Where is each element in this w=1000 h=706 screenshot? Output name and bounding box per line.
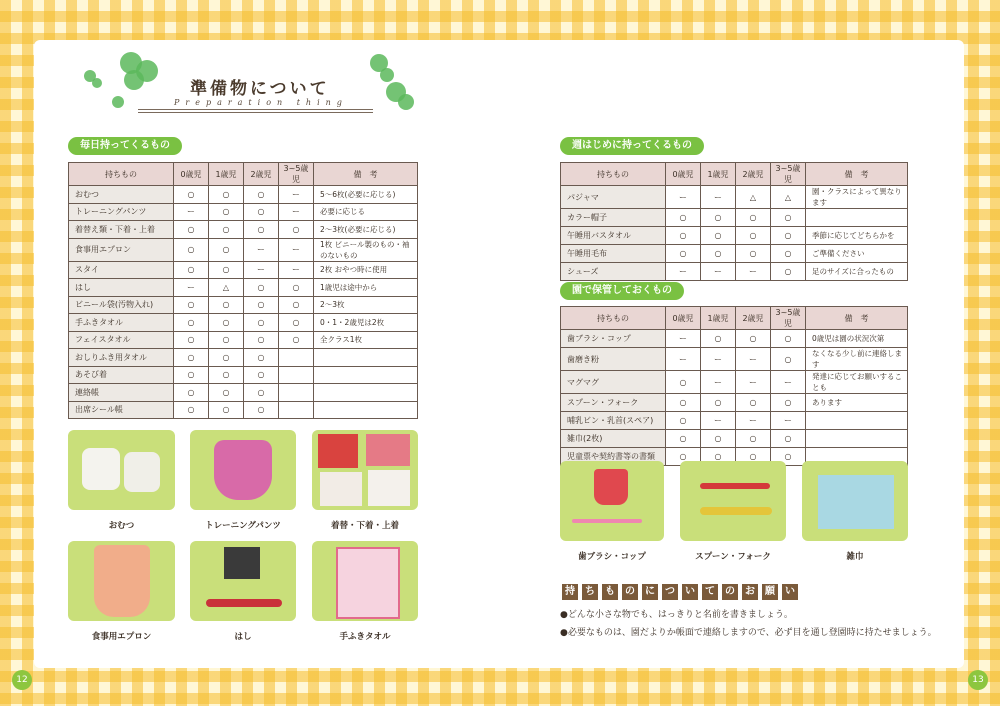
- clothes-shape: [320, 472, 362, 506]
- column-header: 備 考: [314, 163, 418, 186]
- mark-cell: ○: [209, 349, 244, 367]
- item-name-cell: はし: [69, 279, 174, 297]
- request-heading-char: て: [702, 584, 718, 600]
- note-cell: 5～6枚(必要に応じる): [314, 186, 418, 204]
- request-bullet-1: ●どんな小さな物でも、はっきりと名前を書きましょう。: [560, 610, 793, 620]
- note-cell: [314, 349, 418, 367]
- rag-shape: [818, 475, 894, 529]
- request-heading-char: つ: [662, 584, 678, 600]
- request-heading-char: も: [602, 584, 618, 600]
- table-row: [561, 330, 908, 348]
- mark-cell: ー: [736, 263, 771, 281]
- diaper-shape: [82, 448, 120, 490]
- mark-cell: ○: [174, 221, 209, 239]
- note-cell: 足のサイズに合ったもの: [806, 263, 908, 281]
- column-header: 3~5歳児: [771, 163, 806, 186]
- fork-shape: [700, 483, 770, 489]
- table-row: [69, 203, 418, 221]
- table-row: [69, 279, 418, 297]
- mark-cell: ○: [244, 349, 279, 367]
- mark-cell: ○: [174, 349, 209, 367]
- apron-shape: [94, 545, 150, 617]
- mark-cell: ○: [736, 430, 771, 448]
- column-header: 備 考: [806, 307, 908, 330]
- item-name-cell: 児童票や契約書等の書類: [561, 448, 666, 466]
- table-row: [69, 331, 418, 349]
- photo-rag: [802, 461, 908, 541]
- caption-chopsticks: はし: [234, 632, 252, 642]
- mark-cell: ー: [666, 186, 701, 209]
- mark-cell: ○: [174, 296, 209, 314]
- request-heading-char: の: [722, 584, 738, 600]
- mark-cell: ー: [279, 203, 314, 221]
- column-header: 1歳児: [701, 163, 736, 186]
- mark-cell: ○: [244, 279, 279, 297]
- request-heading-char: 願: [762, 584, 778, 600]
- column-header: 備 考: [806, 163, 908, 186]
- mark-cell: △: [771, 186, 806, 209]
- item-name-cell: シューズ: [561, 263, 666, 281]
- mark-cell: ○: [666, 412, 701, 430]
- mark-cell: ー: [279, 261, 314, 279]
- mark-cell: ○: [209, 296, 244, 314]
- item-name-cell: パジャマ: [561, 186, 666, 209]
- item-name-cell: 手ふきタオル: [69, 314, 174, 332]
- pants-shape: [214, 440, 272, 500]
- mark-cell: ○: [666, 394, 701, 412]
- item-name-cell: 午睡用毛布: [561, 245, 666, 263]
- mark-cell: ○: [174, 314, 209, 332]
- mark-cell: ○: [174, 186, 209, 204]
- table-row: [69, 314, 418, 332]
- table-row: [561, 371, 908, 394]
- caption-training-pants: トレーニングパンツ: [205, 521, 281, 531]
- note-cell: 0・1・2歳児は2枚: [314, 314, 418, 332]
- note-cell: 2枚 おやつ時に使用: [314, 261, 418, 279]
- request-heading-char: い: [682, 584, 698, 600]
- note-cell: なくなる少し前に連絡します: [806, 348, 908, 371]
- note-cell: 季節に応じてどちらかを: [806, 227, 908, 245]
- note-cell: ご準備ください: [806, 245, 908, 263]
- item-name-cell: マグマグ: [561, 371, 666, 394]
- caption-apron: 食事用エプロン: [91, 632, 152, 642]
- mark-cell: ○: [174, 384, 209, 402]
- mark-cell: ○: [736, 330, 771, 348]
- section-label-daily: 毎日持ってくるもの: [68, 137, 182, 155]
- mark-cell: ー: [701, 348, 736, 371]
- clover-leaf-icon: [124, 70, 144, 90]
- column-header: 2歳児: [736, 307, 771, 330]
- mark-cell: ○: [244, 366, 279, 384]
- photo-hand-towel: [312, 541, 418, 621]
- item-name-cell: 歯ブラシ・コップ: [561, 330, 666, 348]
- mark-cell: ー: [666, 330, 701, 348]
- photo-spoon-fork: [680, 461, 786, 541]
- mark-cell: ○: [736, 448, 771, 466]
- mark-cell: ー: [771, 412, 806, 430]
- column-header: 1歳児: [701, 307, 736, 330]
- clover-leaf-icon: [398, 94, 414, 110]
- column-header: 持ちもの: [69, 163, 174, 186]
- kept-items-table: [560, 306, 908, 466]
- table-row: [69, 238, 418, 261]
- mark-cell: ○: [279, 314, 314, 332]
- mark-cell: ○: [701, 227, 736, 245]
- request-heading-char: の: [622, 584, 638, 600]
- note-cell: [314, 401, 418, 419]
- item-name-cell: スプーン・フォーク: [561, 394, 666, 412]
- mark-cell: ○: [244, 296, 279, 314]
- mark-cell: ○: [771, 263, 806, 281]
- mark-cell: ○: [209, 238, 244, 261]
- photo-chopsticks: [190, 541, 296, 621]
- mark-cell: ○: [244, 186, 279, 204]
- table-row: [69, 366, 418, 384]
- mark-cell: ○: [701, 330, 736, 348]
- section-label-weekly: 週はじめに持ってくるもの: [560, 137, 704, 155]
- item-name-cell: あそび着: [69, 366, 174, 384]
- table-header-row: [561, 163, 908, 186]
- table-row: [561, 348, 908, 371]
- column-header: 3~5歳児: [771, 307, 806, 330]
- mark-cell: ー: [701, 412, 736, 430]
- item-name-cell: おむつ: [69, 186, 174, 204]
- request-heading-char: お: [742, 584, 758, 600]
- chopsticks-case-shape: [224, 547, 260, 579]
- table-row: [69, 384, 418, 402]
- mark-cell: ○: [771, 227, 806, 245]
- item-name-cell: 雑巾(2枚): [561, 430, 666, 448]
- weekly-items-table: [560, 162, 908, 281]
- table-row: [69, 401, 418, 419]
- item-name-cell: 連絡帳: [69, 384, 174, 402]
- note-cell: [314, 366, 418, 384]
- caption-diaper: おむつ: [108, 521, 135, 531]
- photo-clothes: [312, 430, 418, 510]
- mark-cell: ー: [736, 412, 771, 430]
- mark-cell: △: [209, 279, 244, 297]
- mark-cell: ○: [174, 366, 209, 384]
- item-name-cell: 出席シール帳: [69, 401, 174, 419]
- item-name-cell: カラー帽子: [561, 209, 666, 227]
- mark-cell: ○: [666, 448, 701, 466]
- mark-cell: ○: [209, 366, 244, 384]
- request-heading: [562, 579, 802, 600]
- clothes-shape: [366, 434, 410, 466]
- mark-cell: [279, 366, 314, 384]
- clover-leaf-icon: [112, 96, 124, 108]
- note-cell: 発達に応じてお願いすることも: [806, 371, 908, 394]
- mark-cell: ○: [209, 331, 244, 349]
- title-underline: [138, 112, 373, 113]
- title-underline: [138, 109, 373, 110]
- mark-cell: [279, 384, 314, 402]
- note-cell: [806, 209, 908, 227]
- mark-cell: ○: [209, 221, 244, 239]
- item-name-cell: 午睡用バスタオル: [561, 227, 666, 245]
- mark-cell: ○: [771, 245, 806, 263]
- column-header: 1歳児: [209, 163, 244, 186]
- page-title: 準備物について: [190, 79, 330, 99]
- mark-cell: ○: [736, 394, 771, 412]
- item-name-cell: おしりふき用タオル: [69, 349, 174, 367]
- mark-cell: ○: [279, 296, 314, 314]
- table-row: [561, 227, 908, 245]
- caption-rag: 雑巾: [846, 552, 864, 562]
- note-cell: 2～3枚(必要に応じる): [314, 221, 418, 239]
- caption-clothes: 着替・下着・上着: [330, 521, 399, 531]
- photo-apron: [68, 541, 175, 621]
- column-header: 2歳児: [736, 163, 771, 186]
- mark-cell: ○: [771, 348, 806, 371]
- mark-cell: ○: [701, 448, 736, 466]
- mark-cell: ○: [736, 245, 771, 263]
- mark-cell: ○: [666, 371, 701, 394]
- mark-cell: ○: [174, 401, 209, 419]
- table-row: [561, 412, 908, 430]
- spoon-shape: [700, 507, 772, 515]
- mark-cell: ○: [666, 430, 701, 448]
- mark-cell: ー: [701, 371, 736, 394]
- mark-cell: ○: [244, 314, 279, 332]
- caption-hand-towel: 手ふきタオル: [339, 632, 391, 642]
- table-row: [561, 263, 908, 281]
- note-cell: [806, 412, 908, 430]
- request-bullet-2: ●必要なものは、園だよりか帳面で連絡しますので、必ず目を通し登園時に持たせましょう。: [560, 628, 937, 638]
- item-name-cell: スタイ: [69, 261, 174, 279]
- table-row: [69, 261, 418, 279]
- mark-cell: ー: [771, 371, 806, 394]
- mark-cell: ー: [174, 279, 209, 297]
- note-cell: [314, 384, 418, 402]
- column-header: 3~5歳児: [279, 163, 314, 186]
- note-cell: 0歳児は園の状況次第: [806, 330, 908, 348]
- page-number-left: 12: [12, 670, 32, 690]
- table-row: [561, 245, 908, 263]
- mark-cell: ○: [244, 401, 279, 419]
- mark-cell: ○: [771, 209, 806, 227]
- caption-spoon-fork: スプーン・フォーク: [695, 552, 771, 562]
- page-subtitle: Preparation thing: [174, 98, 348, 107]
- clothes-shape: [318, 434, 358, 468]
- column-header: 持ちもの: [561, 163, 666, 186]
- column-header: 0歳児: [666, 163, 701, 186]
- mark-cell: ○: [771, 430, 806, 448]
- photo-toothbrush-cup: [560, 461, 664, 541]
- mark-cell: ー: [244, 261, 279, 279]
- table-row: [69, 221, 418, 239]
- mark-cell: ○: [736, 227, 771, 245]
- mark-cell: ー: [279, 186, 314, 204]
- mark-cell: ○: [209, 186, 244, 204]
- mark-cell: ー: [666, 263, 701, 281]
- mark-cell: ○: [771, 394, 806, 412]
- mark-cell: ○: [244, 203, 279, 221]
- caption-toothbrush-cup: 歯ブラシ・コップ: [578, 552, 646, 562]
- page-number-right: 13: [968, 670, 988, 690]
- table-row: [69, 296, 418, 314]
- mark-cell: ○: [279, 221, 314, 239]
- request-heading-char: 持: [562, 584, 578, 600]
- request-heading-char: い: [782, 584, 798, 600]
- column-header: 0歳児: [666, 307, 701, 330]
- table-row: [69, 349, 418, 367]
- mark-cell: ○: [736, 209, 771, 227]
- item-name-cell: トレーニングパンツ: [69, 203, 174, 221]
- table-row: [561, 430, 908, 448]
- clothes-shape: [368, 470, 410, 506]
- mark-cell: ○: [666, 245, 701, 263]
- towel-shape: [336, 547, 400, 619]
- mark-cell: ー: [279, 238, 314, 261]
- title-block: [80, 48, 410, 118]
- mark-cell: ○: [701, 245, 736, 263]
- item-name-cell: 哺乳ビン・乳首(スペア): [561, 412, 666, 430]
- toothbrush-shape: [572, 519, 642, 523]
- mark-cell: ○: [244, 221, 279, 239]
- mark-cell: ○: [209, 261, 244, 279]
- mark-cell: △: [736, 186, 771, 209]
- mark-cell: ○: [771, 448, 806, 466]
- mark-cell: ○: [174, 261, 209, 279]
- table-header-row: [561, 307, 908, 330]
- item-name-cell: フェイスタオル: [69, 331, 174, 349]
- cup-shape: [594, 469, 628, 505]
- mark-cell: ○: [701, 394, 736, 412]
- photo-training-pants: [190, 430, 296, 510]
- note-cell: 1枚 ビニール製のもの・袖のないもの: [314, 238, 418, 261]
- item-name-cell: ビニール袋(汚物入れ): [69, 296, 174, 314]
- table-row: [561, 394, 908, 412]
- column-header: 0歳児: [174, 163, 209, 186]
- note-cell: [806, 430, 908, 448]
- section-label-kept: 園で保管しておくもの: [560, 282, 684, 300]
- mark-cell: ○: [701, 430, 736, 448]
- item-name-cell: 着替え類・下着・上着: [69, 221, 174, 239]
- daily-items-table: [68, 162, 418, 419]
- mark-cell: ー: [736, 371, 771, 394]
- mark-cell: ○: [209, 203, 244, 221]
- mark-cell: ○: [209, 314, 244, 332]
- table-row: [561, 186, 908, 209]
- mark-cell: ○: [244, 331, 279, 349]
- mark-cell: ー: [244, 238, 279, 261]
- mark-cell: ○: [279, 279, 314, 297]
- table-row: [69, 186, 418, 204]
- column-header: 2歳児: [244, 163, 279, 186]
- clover-leaf-icon: [380, 68, 394, 82]
- note-cell: 園・クラスによって異なります: [806, 186, 908, 209]
- item-name-cell: 食事用エプロン: [69, 238, 174, 261]
- note-cell: 必要に応じる: [314, 203, 418, 221]
- column-header: 持ちもの: [561, 307, 666, 330]
- photo-diaper: [68, 430, 175, 510]
- note-cell: 2～3枚: [314, 296, 418, 314]
- mark-cell: ー: [701, 186, 736, 209]
- mark-cell: ー: [736, 348, 771, 371]
- request-heading-char: に: [642, 584, 658, 600]
- mark-cell: ー: [174, 203, 209, 221]
- mark-cell: ○: [701, 209, 736, 227]
- mark-cell: ○: [174, 331, 209, 349]
- chopsticks-shape: [206, 599, 282, 607]
- table-header-row: [69, 163, 418, 186]
- mark-cell: [279, 401, 314, 419]
- note-cell: 全クラス1枚: [314, 331, 418, 349]
- mark-cell: ○: [209, 384, 244, 402]
- item-name-cell: 歯磨き粉: [561, 348, 666, 371]
- mark-cell: ○: [244, 384, 279, 402]
- diaper-shape: [124, 452, 160, 492]
- mark-cell: ○: [209, 401, 244, 419]
- mark-cell: ○: [279, 331, 314, 349]
- mark-cell: ○: [666, 227, 701, 245]
- note-cell: あります: [806, 394, 908, 412]
- clover-leaf-icon: [92, 78, 102, 88]
- mark-cell: ○: [666, 209, 701, 227]
- mark-cell: ー: [701, 263, 736, 281]
- mark-cell: ー: [666, 348, 701, 371]
- mark-cell: ○: [174, 238, 209, 261]
- request-heading-char: ち: [582, 584, 598, 600]
- mark-cell: ○: [771, 330, 806, 348]
- table-row: [561, 209, 908, 227]
- mark-cell: [279, 349, 314, 367]
- note-cell: 1歳児は途中から: [314, 279, 418, 297]
